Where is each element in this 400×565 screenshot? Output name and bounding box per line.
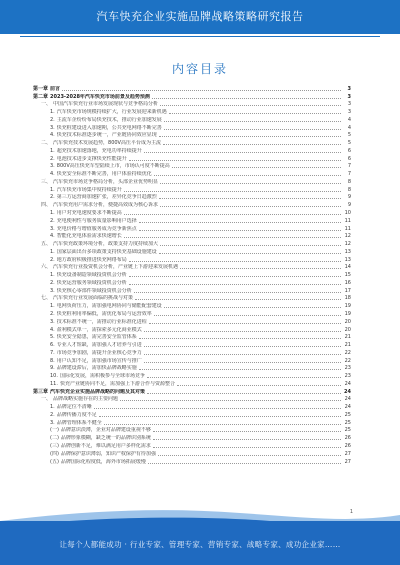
toc-entry[interactable] <box>33 294 351 302</box>
toc-dot-leader <box>149 323 341 324</box>
toc-dot-leader <box>164 121 341 122</box>
toc-entry-page: 8 <box>347 178 351 185</box>
toc-dot-leader <box>135 299 341 300</box>
toc-entry-page: 26 <box>344 435 351 442</box>
toc-entry-title: 汽车快充市场集中度持续提升 <box>56 186 122 193</box>
toc-dot-leader <box>152 98 341 99</box>
toc-entry-title: 专业人才短缺，需加强人才培养与引进 <box>56 342 142 349</box>
toc-entry-title: 汽车快充市场竞争格局分析，头部企业优势明显 <box>53 178 159 185</box>
toc-entry-number: 3. <box>50 287 55 294</box>
toc-entry-page: 12 <box>344 241 351 248</box>
toc-entry[interactable] <box>33 333 351 341</box>
toc-dot-leader <box>160 245 341 246</box>
toc-entry-number: 1. <box>50 109 55 116</box>
toc-entry-number: 第三章 <box>33 388 49 395</box>
toc-entry-page: 17 <box>344 287 351 294</box>
toc-entry-title: 品牌战略实施存在的主要问题 <box>53 396 119 403</box>
toc-entry-page: 10 <box>344 210 351 217</box>
toc-entry-title: 品牌传播力度不足 <box>56 411 97 418</box>
toc-dot-leader <box>129 261 341 262</box>
toc-entry-title: 快充安全标准不断完善，用户体验持续优化 <box>56 171 152 178</box>
toc-dot-leader <box>154 175 341 176</box>
toc-entry-title: 中国汽车快充行业市场发展现状与竞争格局分析 <box>53 101 159 108</box>
toc-entry-page: 23 <box>344 365 351 372</box>
toc-dot-leader <box>144 346 341 347</box>
toc-entry-page: 27 <box>344 450 351 457</box>
header-divider <box>20 36 380 37</box>
toc-entry[interactable] <box>33 340 351 348</box>
toc-entry-number: 第一章 <box>33 85 49 92</box>
toc-entry-page: 4 <box>347 124 351 131</box>
toc-dot-leader <box>153 439 341 440</box>
toc-entry-title: 国家层面出台多项政策支持快充基础设施建设 <box>56 248 157 255</box>
toc-dot-leader <box>104 424 341 425</box>
toc-entry-number: 5. <box>50 334 55 341</box>
toc-entry[interactable] <box>33 286 351 294</box>
toc-entry-number: 2. <box>50 155 55 162</box>
toc-entry-title: 品牌定位不清晰 <box>56 404 92 411</box>
toc-entry-page: 13 <box>344 256 351 263</box>
toc-entry-number: 3. <box>50 163 55 170</box>
toc-dot-leader <box>177 385 341 386</box>
toc-entry-number: 2. <box>50 279 55 286</box>
toc-dot-leader <box>99 416 341 417</box>
toc-entry-title: 前言 <box>50 85 61 92</box>
toc-entry-title: 快充安全隐患，需完善安全监管体系 <box>56 334 137 341</box>
toc-entry-number: 7. <box>50 349 55 356</box>
toc-dot-leader <box>62 90 341 91</box>
toc-entry-number: 2. <box>50 256 55 263</box>
toc-dot-leader <box>124 214 341 215</box>
toc-entry[interactable] <box>33 325 351 333</box>
toc-entry-title: 汽车快充技术发展趋势，800V高压平台成为主流 <box>53 140 161 147</box>
toc-entry-title: 快充桩建设进入加速期，公共充电网络不断完善 <box>56 124 162 131</box>
toc-entry[interactable] <box>33 449 351 457</box>
toc-entry[interactable] <box>33 92 351 100</box>
toc-dot-leader <box>144 354 341 355</box>
toc-entry-page: 20 <box>344 318 351 325</box>
toc-dot-leader <box>139 222 341 223</box>
toc-entry-title: 汽车快充用户需求分析，便捷高效成为核心诉求 <box>53 202 159 209</box>
toc-entry-page: 4 <box>347 116 351 123</box>
toc-entry-number: 三、 <box>41 178 52 185</box>
toc-dot-leader <box>164 307 341 308</box>
toc-entry-title: 汽车快充企业实施品牌战略的问题及其对策 <box>50 388 146 395</box>
toc-entry-title: 用户对充电速度要求不断提高 <box>56 210 122 217</box>
toc-dot-leader <box>159 136 341 137</box>
toc-entry-number: (五) <box>50 458 59 465</box>
toc-entry-title: 盈利模式单一，需探索多元化商业模式 <box>56 326 142 333</box>
toc-entry[interactable] <box>33 317 351 325</box>
toc-dot-leader <box>147 393 341 394</box>
toc-entry[interactable] <box>33 208 351 216</box>
toc-entry-title: 充电价格与增值服务成为竞争新焦点 <box>56 225 137 232</box>
toc-entry-page: 7 <box>347 163 351 170</box>
toc-entry-title: 技术标准不统一，需推动行业标准化进程 <box>56 318 147 325</box>
report-title: 汽车快充企业实施品牌战略策略研究报告 <box>96 10 304 23</box>
toc-entry-title: 汽车快充市场规模持续扩大，行业发展迎来新机遇 <box>56 109 167 116</box>
toc-heading: 内容目录 <box>171 62 228 76</box>
page-number: 1 <box>349 509 353 515</box>
toc-entry[interactable] <box>33 441 351 449</box>
toc-entry-page: 9 <box>347 194 351 201</box>
toc-entry-title: 品牌创新不足，难以满足用户多样化需求 <box>60 442 151 449</box>
toc-entry-number: 1. <box>50 186 55 193</box>
toc-entry-page: 14 <box>344 264 351 271</box>
toc-entry-page: 21 <box>344 342 351 349</box>
toc-entry-number: (二) <box>50 435 59 442</box>
toc-entry-page: 15 <box>344 272 351 279</box>
toc-dot-leader <box>153 447 341 448</box>
toc-entry[interactable] <box>33 84 351 92</box>
toc-entry-title: 品牌形象模糊，缺乏统一的品牌识别系统 <box>60 435 151 442</box>
toc-entry[interactable] <box>33 100 351 108</box>
toc-entry-number: 一、 <box>41 101 52 108</box>
toc-entry-page: 22 <box>344 349 351 356</box>
toc-entry-number: 8. <box>50 357 55 364</box>
toc-entry-number: (一) <box>50 427 59 434</box>
toc-entry-title: 品牌保护意识薄弱，知识产权保护有待加强 <box>60 450 156 457</box>
toc-entry-page: 26 <box>344 442 351 449</box>
toc-entry-page: 12 <box>344 233 351 240</box>
toc-entry-title: 快充核心零部件领域投资机会分析 <box>56 287 132 294</box>
toc-entry-title: 800V高压快充车型陆续上市，市场认可度不断提高 <box>56 163 170 170</box>
toc-entry-page: 3 <box>347 109 351 116</box>
toc-dot-leader <box>144 362 341 363</box>
toc-entry-title: 市场竞争加剧，需提升企业核心竞争力 <box>56 349 142 356</box>
toc-entry-title: 超充技术加速落地，充电功率持续提升 <box>56 147 142 154</box>
toc-entry-number: 五、 <box>41 241 52 248</box>
toc-dot-leader <box>153 431 341 432</box>
toc-entry[interactable] <box>33 131 351 139</box>
toc-entry-number: 一、 <box>41 396 52 403</box>
toc-entry[interactable] <box>33 395 351 403</box>
toc-dot-leader <box>124 237 341 238</box>
toc-entry-title: 汽车快充行业投资机会分析，产业链上下游迎来发展机遇 <box>53 264 179 271</box>
footer-slogan: 让每个人都能成功 · 行业专家、管理专家、营销专家、战略专家、成功企业家…… <box>59 540 341 549</box>
toc-entry-number: 第二章 <box>33 93 49 100</box>
toc-entry-title: 电池技术进步支撑快充性能提升 <box>56 155 127 162</box>
toc-entry-page: 3 <box>347 101 351 108</box>
toc-entry[interactable] <box>33 309 351 317</box>
toc-entry-title: 主流车企纷纷布局快充技术，推动行业加速发展 <box>56 116 162 123</box>
toc-entry-title: 品牌意识淡薄，企业对品牌建设重视不够 <box>60 427 151 434</box>
toc-dot-leader <box>139 230 341 231</box>
toc-dot-leader <box>144 152 341 153</box>
toc-entry-number: 3. <box>50 419 55 426</box>
toc-entry[interactable] <box>33 193 351 201</box>
toc-entry-number: 9. <box>50 365 55 372</box>
toc-entry-number: 6. <box>50 342 55 349</box>
toc-dot-leader <box>172 167 341 168</box>
toc-entry-number: 二、 <box>41 140 52 147</box>
toc-entry-number: 11. <box>50 380 58 387</box>
toc-entry-page: 7 <box>347 171 351 178</box>
toc-entry-number: 2. <box>50 217 55 224</box>
toc-entry-page: 9 <box>347 202 351 209</box>
toc-dot-leader <box>144 331 341 332</box>
toc-entry-number: 2. <box>50 194 55 201</box>
toc-entry-number: 1. <box>50 272 55 279</box>
toc-dot-leader <box>154 315 341 316</box>
toc-entry-page: 24 <box>344 388 351 395</box>
toc-entry-title: 快充桩利用率偏低，需优化布局与运营效率 <box>56 310 152 317</box>
toc-entry-page: 21 <box>344 334 351 341</box>
toc-entry-page: 27 <box>344 458 351 465</box>
toc-entry-title: 第三方运营商加速扩张，差异化竞争日趋激烈 <box>56 194 157 201</box>
toc-entry[interactable] <box>33 278 351 286</box>
toc-entry[interactable] <box>33 433 351 441</box>
table-of-contents <box>33 84 351 465</box>
toc-entry[interactable] <box>33 146 351 154</box>
toc-entry-page: 24 <box>344 396 351 403</box>
toc-entry[interactable] <box>33 356 351 364</box>
toc-entry-number: 1. <box>50 248 55 255</box>
toc-dot-leader <box>163 144 341 145</box>
toc-entry[interactable] <box>33 379 351 387</box>
toc-entry-title: 国际化发展，需积极参与全球市场竞争 <box>59 373 145 380</box>
toc-dot-leader <box>134 292 341 293</box>
toc-entry-title: 快充设备制造领域投资机会分析 <box>56 272 127 279</box>
toc-dot-leader <box>94 408 341 409</box>
toc-dot-leader <box>124 191 341 192</box>
toc-entry-page: 5 <box>347 132 351 139</box>
toc-entry-page: 24 <box>344 404 351 411</box>
toc-entry-number: 3. <box>50 225 55 232</box>
toc-entry[interactable] <box>33 138 351 146</box>
toc-entry[interactable] <box>33 216 351 224</box>
toc-entry[interactable] <box>33 348 351 356</box>
toc-entry[interactable] <box>33 247 351 255</box>
toc-entry-title: 品牌管理体系不健全 <box>56 419 102 426</box>
toc-dot-leader <box>139 369 341 370</box>
toc-dot-leader <box>129 284 341 285</box>
toc-entry[interactable] <box>33 301 351 309</box>
toc-entry-page: 22 <box>344 357 351 364</box>
toc-dot-leader <box>169 113 341 114</box>
toc-entry-title: 快充产业链协同不足，需加强上下游合作与资源整合 <box>59 380 175 387</box>
toc-dot-leader <box>164 129 341 130</box>
toc-entry[interactable] <box>33 270 351 278</box>
toc-entry-page: 25 <box>344 427 351 434</box>
toc-entry[interactable] <box>33 426 351 434</box>
toc-entry-number: 1. <box>50 210 55 217</box>
toc-entry[interactable] <box>33 200 351 208</box>
toc-entry-page: 6 <box>347 147 351 154</box>
toc-dot-leader <box>129 276 341 277</box>
toc-dot-leader <box>160 105 341 106</box>
toc-entry[interactable] <box>33 107 351 115</box>
toc-dot-leader <box>147 377 341 378</box>
toc-entry[interactable] <box>33 162 351 170</box>
toc-entry-page: 6 <box>347 155 351 162</box>
toc-entry-number: (四) <box>50 450 59 457</box>
toc-entry-number: 4. <box>50 233 55 240</box>
toc-entry-number: 4. <box>50 171 55 178</box>
toc-entry-page: 11 <box>344 225 351 232</box>
toc-entry[interactable] <box>33 457 351 465</box>
toc-dot-leader <box>160 183 341 184</box>
toc-entry[interactable] <box>33 255 351 263</box>
toc-entry[interactable] <box>33 263 351 271</box>
toc-entry-number: (三) <box>50 442 59 449</box>
toc-entry-page: 13 <box>344 248 351 255</box>
toc-entry-page: 25 <box>344 419 351 426</box>
toc-entry[interactable] <box>33 185 351 193</box>
toc-entry[interactable] <box>33 169 351 177</box>
toc-entry-number: 10. <box>50 373 58 380</box>
toc-entry-page: 25 <box>344 411 351 418</box>
toc-entry-page: 3 <box>347 93 351 100</box>
toc-dot-leader <box>148 463 341 464</box>
toc-entry-title: 汽车快充行业发展面临的挑战与对策 <box>53 295 134 302</box>
toc-entry-page: 8 <box>347 186 351 193</box>
toc-entry-number: 2. <box>50 310 55 317</box>
toc-entry-page: 11 <box>344 217 351 224</box>
toc-dot-leader <box>139 338 341 339</box>
toc-entry[interactable] <box>33 123 351 131</box>
toc-entry[interactable] <box>33 224 351 232</box>
toc-dot-leader <box>180 268 341 269</box>
toc-entry-number: 3. <box>50 318 55 325</box>
toc-entry[interactable] <box>33 177 351 185</box>
toc-entry-title: 品牌国际化程度低，海外市场拓展缓慢 <box>60 458 146 465</box>
toc-entry-title: 快充运营服务领域投资机会分析 <box>56 279 127 286</box>
toc-entry-page: 18 <box>344 295 351 302</box>
toc-dot-leader <box>159 253 341 254</box>
toc-entry[interactable] <box>33 154 351 162</box>
toc-entry[interactable] <box>33 387 351 395</box>
toc-entry[interactable] <box>33 115 351 123</box>
toc-entry-number: 2. <box>50 116 55 123</box>
toc-entry-page: 3 <box>347 85 351 92</box>
toc-entry-title: 品牌建设滞后，需加快品牌战略实施 <box>56 365 137 372</box>
toc-entry-title: 电网负荷压力，需加强电网协同与储能配套建设 <box>56 303 162 310</box>
toc-entry-page: 19 <box>344 303 351 310</box>
toc-entry-title: 用户认知不足，需加强市场宣传与推广 <box>56 357 142 364</box>
toc-entry-title: 汽车快充政策环境分析，政策支持力度持续加大 <box>53 241 159 248</box>
toc-entry[interactable] <box>33 239 351 247</box>
toc-entry-title: 地方政府积极推进快充网络布局 <box>56 256 127 263</box>
toc-entry-page: 23 <box>344 373 351 380</box>
toc-entry-number: 2. <box>50 411 55 418</box>
toc-dot-leader <box>158 455 341 456</box>
toc-entry[interactable] <box>33 232 351 240</box>
toc-entry-number: 1. <box>50 147 55 154</box>
toc-entry[interactable] <box>33 418 351 426</box>
toc-entry-number: 3. <box>50 124 55 131</box>
toc-entry-number: 1. <box>50 404 55 411</box>
toc-entry[interactable] <box>33 364 351 372</box>
toc-entry[interactable] <box>33 371 351 379</box>
toc-dot-leader <box>129 160 341 161</box>
toc-entry-number: 4. <box>50 326 55 333</box>
toc-entry-page: 24 <box>344 380 351 387</box>
toc-entry-title: 快充技术标准逐步统一，产业链协同效应显现 <box>56 132 157 139</box>
toc-entry-number: 4. <box>50 132 55 139</box>
toc-entry-number: 1. <box>50 303 55 310</box>
toc-entry-number: 七、 <box>41 295 52 302</box>
toc-entry[interactable] <box>33 402 351 410</box>
toc-dot-leader <box>160 206 341 207</box>
toc-entry-title: 智能化充电体验需求快速增长 <box>56 233 122 240</box>
toc-entry-page: 5 <box>347 140 351 147</box>
toc-entry-number: 四、 <box>41 202 52 209</box>
toc-entry-title: 充电便利性与服务质量影响用户选择 <box>56 217 137 224</box>
toc-entry-title: 2023-2028年汽车快充市场前景及趋势预测 <box>50 93 150 100</box>
toc-entry-page: 20 <box>344 326 351 333</box>
toc-entry-number: 六、 <box>41 264 52 271</box>
toc-entry-page: 19 <box>344 310 351 317</box>
toc-dot-leader <box>120 400 341 401</box>
toc-entry[interactable] <box>33 410 351 418</box>
toc-dot-leader <box>159 198 341 199</box>
toc-entry-page: 16 <box>344 279 351 286</box>
